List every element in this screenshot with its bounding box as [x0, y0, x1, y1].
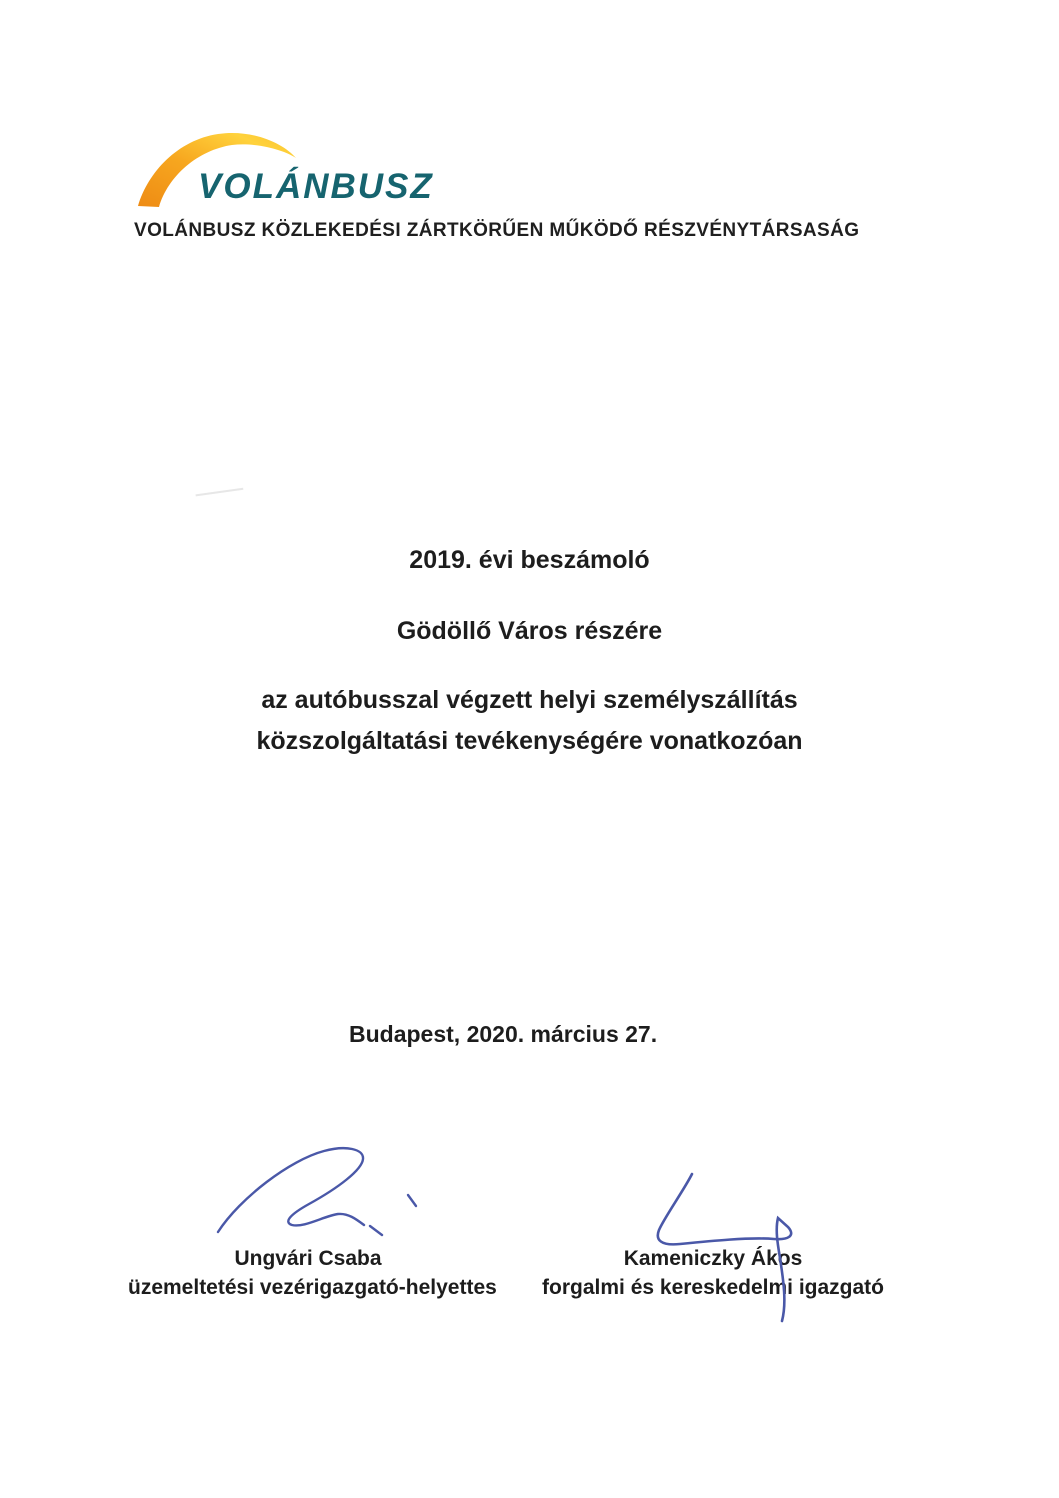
document-recipient: Gödöllő Város részére: [396, 617, 663, 645]
document-subject-line-2: közszolgáltatási tevékenységére vonatkozóan: [256, 727, 803, 755]
signatory-name-left: Ungvári Csaba: [234, 1247, 382, 1270]
document-title: 2019. évi beszámoló: [409, 546, 650, 574]
document-subject-line-1: az autóbusszal végzett helyi személyszállítás: [261, 686, 798, 714]
signature-ink-left: [212, 1146, 424, 1242]
scan-artifact: [196, 488, 245, 505]
signatory-role-right: forgalmi és kereskedelmi igazgató: [542, 1276, 884, 1299]
dateline: Budapest, 2020. március 27.: [349, 1021, 658, 1047]
signatory-name-right: Kameniczky Ákos: [623, 1247, 803, 1270]
signatory-role-left: üzemeltetési vezérigazgató-helyettes: [128, 1276, 497, 1299]
company-name: VOLÁNBUSZ KÖZLEKEDÉSI ZÁRTKÖRŰEN MŰKÖDŐ RÉSZVÉNYTÁRSASÁG: [134, 220, 860, 241]
logo-wordmark: VOLÁNBUSZ: [198, 167, 434, 206]
